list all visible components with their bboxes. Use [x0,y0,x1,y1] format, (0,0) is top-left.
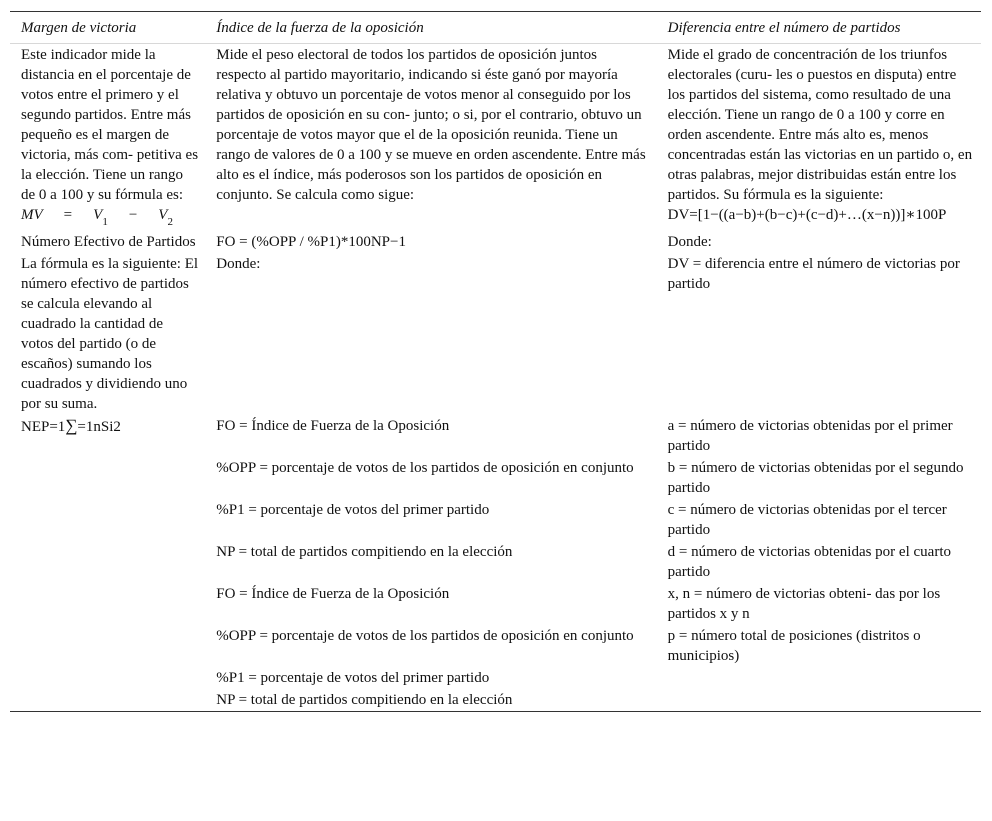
table-cell: FO = (%OPP / %P1)*100NP−1 [216,234,406,250]
formula-term [158,205,173,230]
table-row [10,541,981,583]
formula-term [93,205,108,230]
table-cell: p = número total de posiciones (distritos o municipios) [667,628,921,664]
table-cell: %OPP = porcentaje de votos de los partidos de oposición en conjunto [216,628,634,644]
table-cell: d = número de victorias obtenidas por el cuarto partido [667,544,951,580]
table-cell: Mide el peso electoral de todos los partidos de oposición juntos respecto al partido mayoritario, indicando si éste ganó por mayoría relativa y obtuvo un porcentaje de votos menor al conseguido por los partidos de oposición en su con- junto; o si, por el contrario, obtuvo un porcentaje de votos mayor que el de la oposición reunida. Tiene un rango de valores de 0 a 100 y se mueve en orden ascendente. Entre más alto es el índice, más poderosos son los partidos de oposición en conjunto. Se calcula como sigue: [216,47,646,203]
dv-formula: DV=[1−((a−b)+(b−c)+(c−d)+…(x−n))]∗100P [667,207,947,223]
table-cell [10,583,205,625]
mv-description: Este indicador mide la distancia en el porcentaje de votos entre el primero y el segundo partidos. Entre más pequeño es el margen de victoria, más com- petitiva es la elección. Tiene un rango de 0 a 100 y su fórmula es: [21,47,199,203]
table-row [10,415,981,457]
table-cell: b = número de victorias obtenidas por el segundo partido [667,460,964,496]
table-row [10,231,981,253]
table-cell [10,44,205,232]
table-row [10,689,981,712]
table-cell: FO = Índice de Fuerza de la Oposición [216,418,450,434]
table-cell [10,499,205,541]
table-row [10,44,981,232]
formula-operator: − [128,207,138,223]
table-cell: FO = Índice de Fuerza de la Oposición [216,586,450,602]
formula-subscript: 2 [167,216,173,228]
header-row [10,12,981,44]
mv-formula [21,205,173,230]
table-cell [10,457,205,499]
table-cell [10,541,205,583]
table-cell [657,667,981,689]
formula-subscript: 1 [102,216,108,228]
table-cell [10,625,205,667]
table-row [10,457,981,499]
table-cell [10,689,205,712]
table-cell: x, n = número de victorias obteni- das por los partidos x y n [667,586,941,622]
formula-variable: V [158,207,168,223]
dv-description: Mide el grado de concentración de los triunfos electorales (curu- les o puestos en disputa) entre los partidos del sistema, como resultado de una elección. Tiene un rango de 0 a 100 y corre en orden ascendente. Entre más alto es, menos concentradas están las victorias en un partido o, en otras palabras, mejor distribuidas están entre los partidos. Su fórmula es la siguiente: [667,47,973,203]
table-row [10,499,981,541]
table-cell [10,415,205,457]
table-row [10,625,981,667]
table-cell: DV = diferencia entre el número de victorias por partido [667,256,960,292]
nep-formula-part: =1nSi2 [77,419,121,435]
table-cell: Donde: [216,256,261,272]
formula-variable: V [93,207,103,223]
table-cell: La fórmula es la siguiente: El número efectivo de partidos se calcula elevando al cuadrado la cantidad de votos del partido (o de escaños) sumando los cuadrados y dividiendo uno por su suma. [21,256,199,412]
sigma-symbol: ∑ [65,416,78,435]
formula-term: MV [21,207,43,223]
table-cell [10,667,205,689]
table-cell [657,44,981,232]
table-cell: %P1 = porcentaje de votos del primer partido [216,670,490,686]
indicators-table [10,11,981,712]
table-cell: c = número de victorias obtenidas por el tercer partido [667,502,947,538]
table-cell: a = número de victorias obtenidas por el primer partido [667,418,953,454]
nep-formula-part: NEP=1 [21,419,66,435]
table-cell: NP = total de partidos compitiendo en la elección [216,692,513,708]
table-row [10,253,981,415]
table-cell [657,689,981,712]
table-row [10,583,981,625]
table-row [10,667,981,689]
table-cell: %P1 = porcentaje de votos del primer partido [216,502,490,518]
table-cell: Donde: [667,234,712,250]
header-diferencia-numero-partidos: Diferencia entre el número de partidos [657,12,981,44]
header-margen-de-victoria: Margen de victoria [10,12,205,44]
table-cell: Número Efectivo de Partidos [21,234,196,250]
header-indice-fuerza-oposicion: Índice de la fuerza de la oposición [205,12,656,44]
table-cell: %OPP = porcentaje de votos de los partidos de oposición en conjunto [216,460,634,476]
formula-operator: = [63,207,73,223]
table-cell: NP = total de partidos compitiendo en la elección [216,544,513,560]
